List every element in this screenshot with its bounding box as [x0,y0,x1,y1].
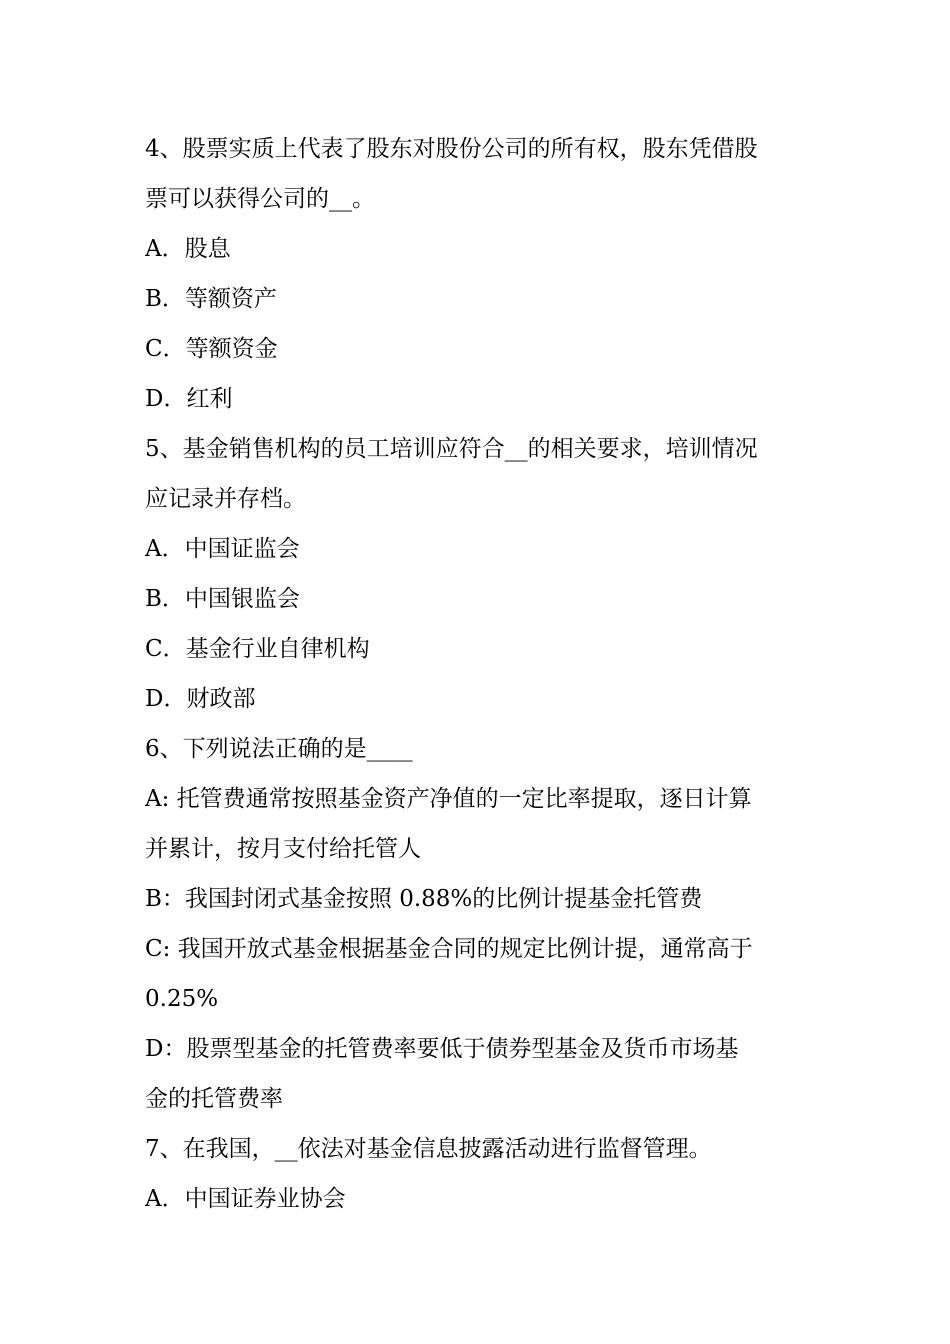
q4-stem-line-1: 4、股票实质上代表了股东对股份公司的所有权，股东凭借股 [145,136,758,162]
q6-option-c-line-2: 0.25% [145,986,219,1012]
q6-stem: 6、下列说法正确的是____ [145,736,413,762]
q5-option-a: A．中国证监会 [145,536,300,562]
q6-option-c-line-1: C: 我国开放式基金根据基金合同的规定比例计提，通常高于 [145,936,753,962]
q4-option-c: C．等额资金 [145,336,278,362]
q5-option-b: B．中国银监会 [145,586,300,612]
q4-option-a: A．股息 [145,236,231,262]
q4-stem-line-2: 票可以获得公司的__。 [145,186,375,212]
document-page [145,124,815,1224]
q7-stem: 7、在我国，__依法对基金信息披露活动进行监督管理。 [145,1136,712,1162]
q7-option-a: A．中国证券业协会 [145,1186,346,1212]
q4-option-d: D．红利 [145,386,233,412]
q6-option-d-line-1: D：股票型基金的托管费率要低于债券型基金及货币市场基 [145,1036,739,1062]
q5-option-d: D．财政部 [145,686,256,712]
q4-option-b: B．等额资产 [145,286,277,312]
q5-option-c: C．基金行业自律机构 [145,636,370,662]
q6-option-b: B：我国封闭式基金按照 0.88%的比例计提基金托管费 [145,886,703,912]
q5-stem-line-2: 应记录并存档。 [145,486,306,512]
q6-option-a-line-2: 并累计，按月支付给托管人 [145,836,421,862]
q6-option-a-line-1: A: 托管费通常按照基金资产净值的一定比率提取，逐日计算 [145,786,752,812]
q5-stem-line-1: 5、基金销售机构的员工培训应符合__的相关要求，培训情况 [145,436,758,462]
q6-option-d-line-2: 金的托管费率 [145,1086,283,1112]
